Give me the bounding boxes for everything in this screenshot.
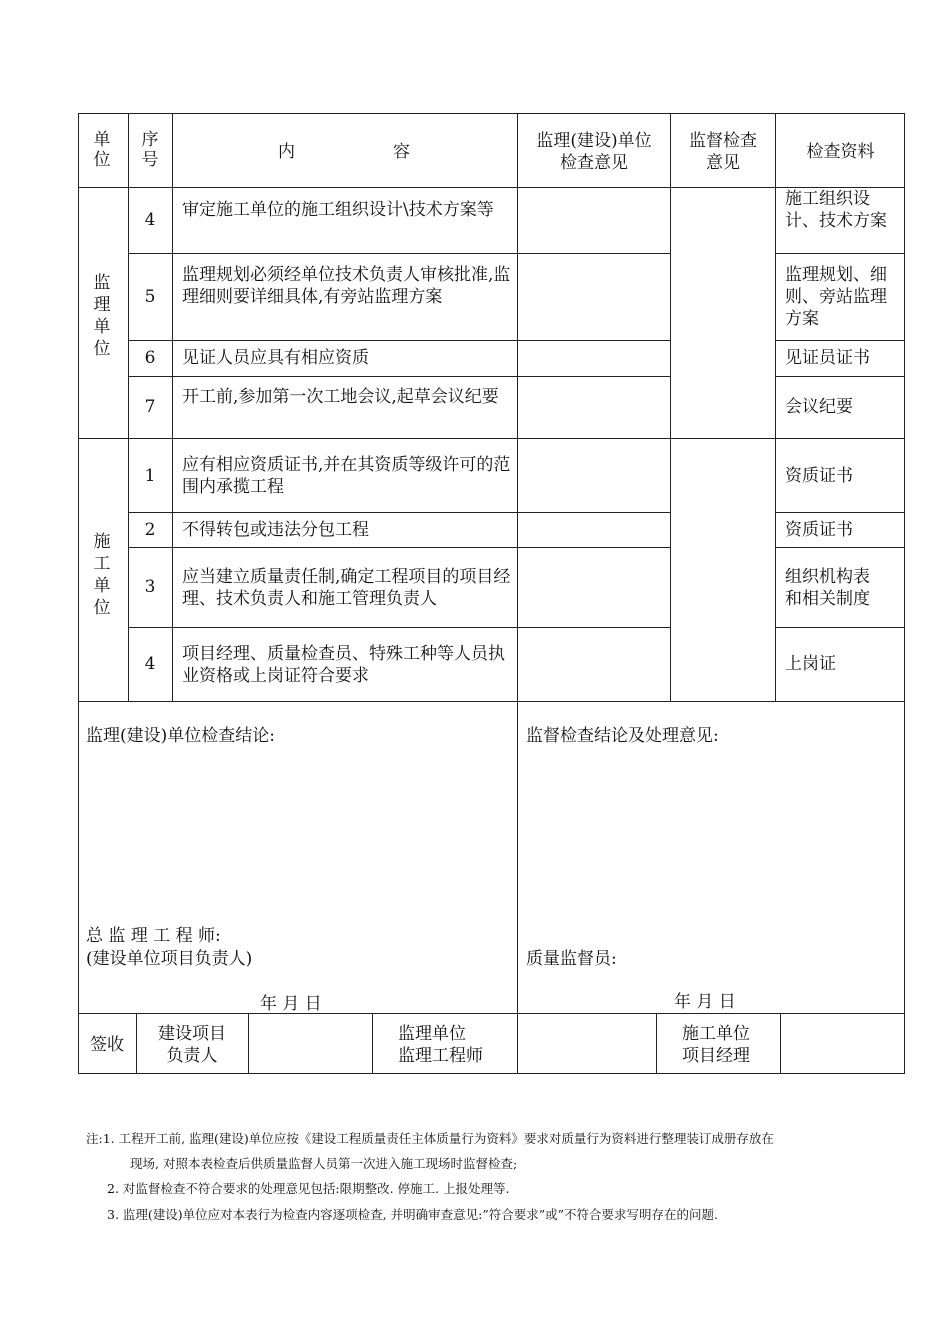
note-line: 3. 监理(建设)单位应对本表行为检查内容逐项检查, 并明确审查意见:”符合要求”或”不符合要求写明存在的问题. xyxy=(107,1207,718,1222)
left-sign-chief-engineer: 总 监 理 工 程 师: xyxy=(86,926,221,946)
row-content: 项目经理、质量检查员、特殊工种等人员执业资格或上岗证符合要求 xyxy=(182,644,505,686)
header-unit: 单位 xyxy=(93,130,111,170)
group-unit-label: 施工单位 xyxy=(93,532,111,618)
header-supervisor-opinion-1: 监理(建设)单位 xyxy=(536,131,652,151)
right-sign-inspector: 质量监督员: xyxy=(526,949,617,969)
row-seq: 7 xyxy=(144,397,156,417)
row-seq: 4 xyxy=(144,654,156,674)
row-seq: 2 xyxy=(144,520,156,540)
row-material: 监理规划、细则、旁站监理方案 xyxy=(785,265,887,329)
left-sign-owner: (建设单位项目负责人) xyxy=(86,949,253,969)
row-seq: 5 xyxy=(144,287,156,307)
signoff-contractor-1: 施工单位 xyxy=(682,1024,750,1044)
right-conclusion-title: 监督检查结论及处理意见: xyxy=(526,726,719,746)
note-line: 注:1. 工程开工前, 监理(建设)单位应按《建设工程质量责任主体质量行为资料》要求对质量行为资料进行整理装订成册存放在 xyxy=(86,1131,774,1146)
signoff-owner-1: 建设项目 xyxy=(158,1024,226,1044)
left-conclusion-title: 监理(建设)单位检查结论: xyxy=(86,726,275,746)
header-supervisor-opinion-2: 检查意见 xyxy=(560,153,628,173)
row-seq: 6 xyxy=(144,348,156,368)
header-seq: 序号 xyxy=(141,130,159,170)
header-inspection-opinion-2: 意见 xyxy=(706,153,740,173)
row-material: 见证员证书 xyxy=(785,348,870,368)
row-material: 会议纪要 xyxy=(785,397,853,417)
note-line: 现场, 对照本表检查后供质量监督人员第一次进入施工现场时监督检查; xyxy=(130,1156,518,1171)
row-material: 施工组织设计、技术方案 xyxy=(785,189,887,231)
row-material: 上岗证 xyxy=(785,654,836,674)
header-inspection-opinion-1: 监督检查 xyxy=(689,131,757,151)
row-content: 应有相应资质证书,并在其资质等级许可的范围内承揽工程 xyxy=(182,455,511,497)
group-unit-label: 监理单位 xyxy=(93,273,111,359)
signoff-supervisor-2: 监理工程师 xyxy=(398,1046,483,1066)
note-line: 2. 对监督检查不符合要求的处理意见包括:限期整改. 停施工. 上报处理等. xyxy=(107,1181,510,1196)
row-content: 审定施工单位的施工组织设计\技术方案等 xyxy=(182,200,494,220)
left-date: 年 月 日 xyxy=(260,994,322,1014)
row-seq: 4 xyxy=(144,210,156,230)
signoff-supervisor-1: 监理单位 xyxy=(398,1024,466,1044)
row-content: 应当建立质量责任制,确定工程项目的项目经理、技术负责人和施工管理负责人 xyxy=(182,567,511,609)
row-material: 资质证书 xyxy=(785,520,853,540)
row-content: 监理规划必须经单位技术负责人审核批准,监理细则要详细具体,有旁站监理方案 xyxy=(182,265,511,307)
row-seq: 3 xyxy=(144,577,156,597)
right-date: 年 月 日 xyxy=(674,992,736,1012)
row-material: 组织机构表和相关制度 xyxy=(785,567,870,609)
header-content-b: 容 xyxy=(393,142,410,162)
row-content: 见证人员应具有相应资质 xyxy=(182,348,369,368)
header-content-a: 内 xyxy=(278,142,295,162)
signoff-contractor-2: 项目经理 xyxy=(682,1046,750,1066)
signoff-label: 签收 xyxy=(90,1035,124,1055)
header-materials: 检查资料 xyxy=(806,142,875,162)
row-seq: 1 xyxy=(144,466,156,486)
signoff-owner-2: 负责人 xyxy=(166,1046,218,1066)
row-content: 开工前,参加第一次工地会议,起草会议纪要 xyxy=(182,387,499,407)
row-material: 资质证书 xyxy=(785,466,853,486)
row-content: 不得转包或违法分包工程 xyxy=(182,520,369,540)
